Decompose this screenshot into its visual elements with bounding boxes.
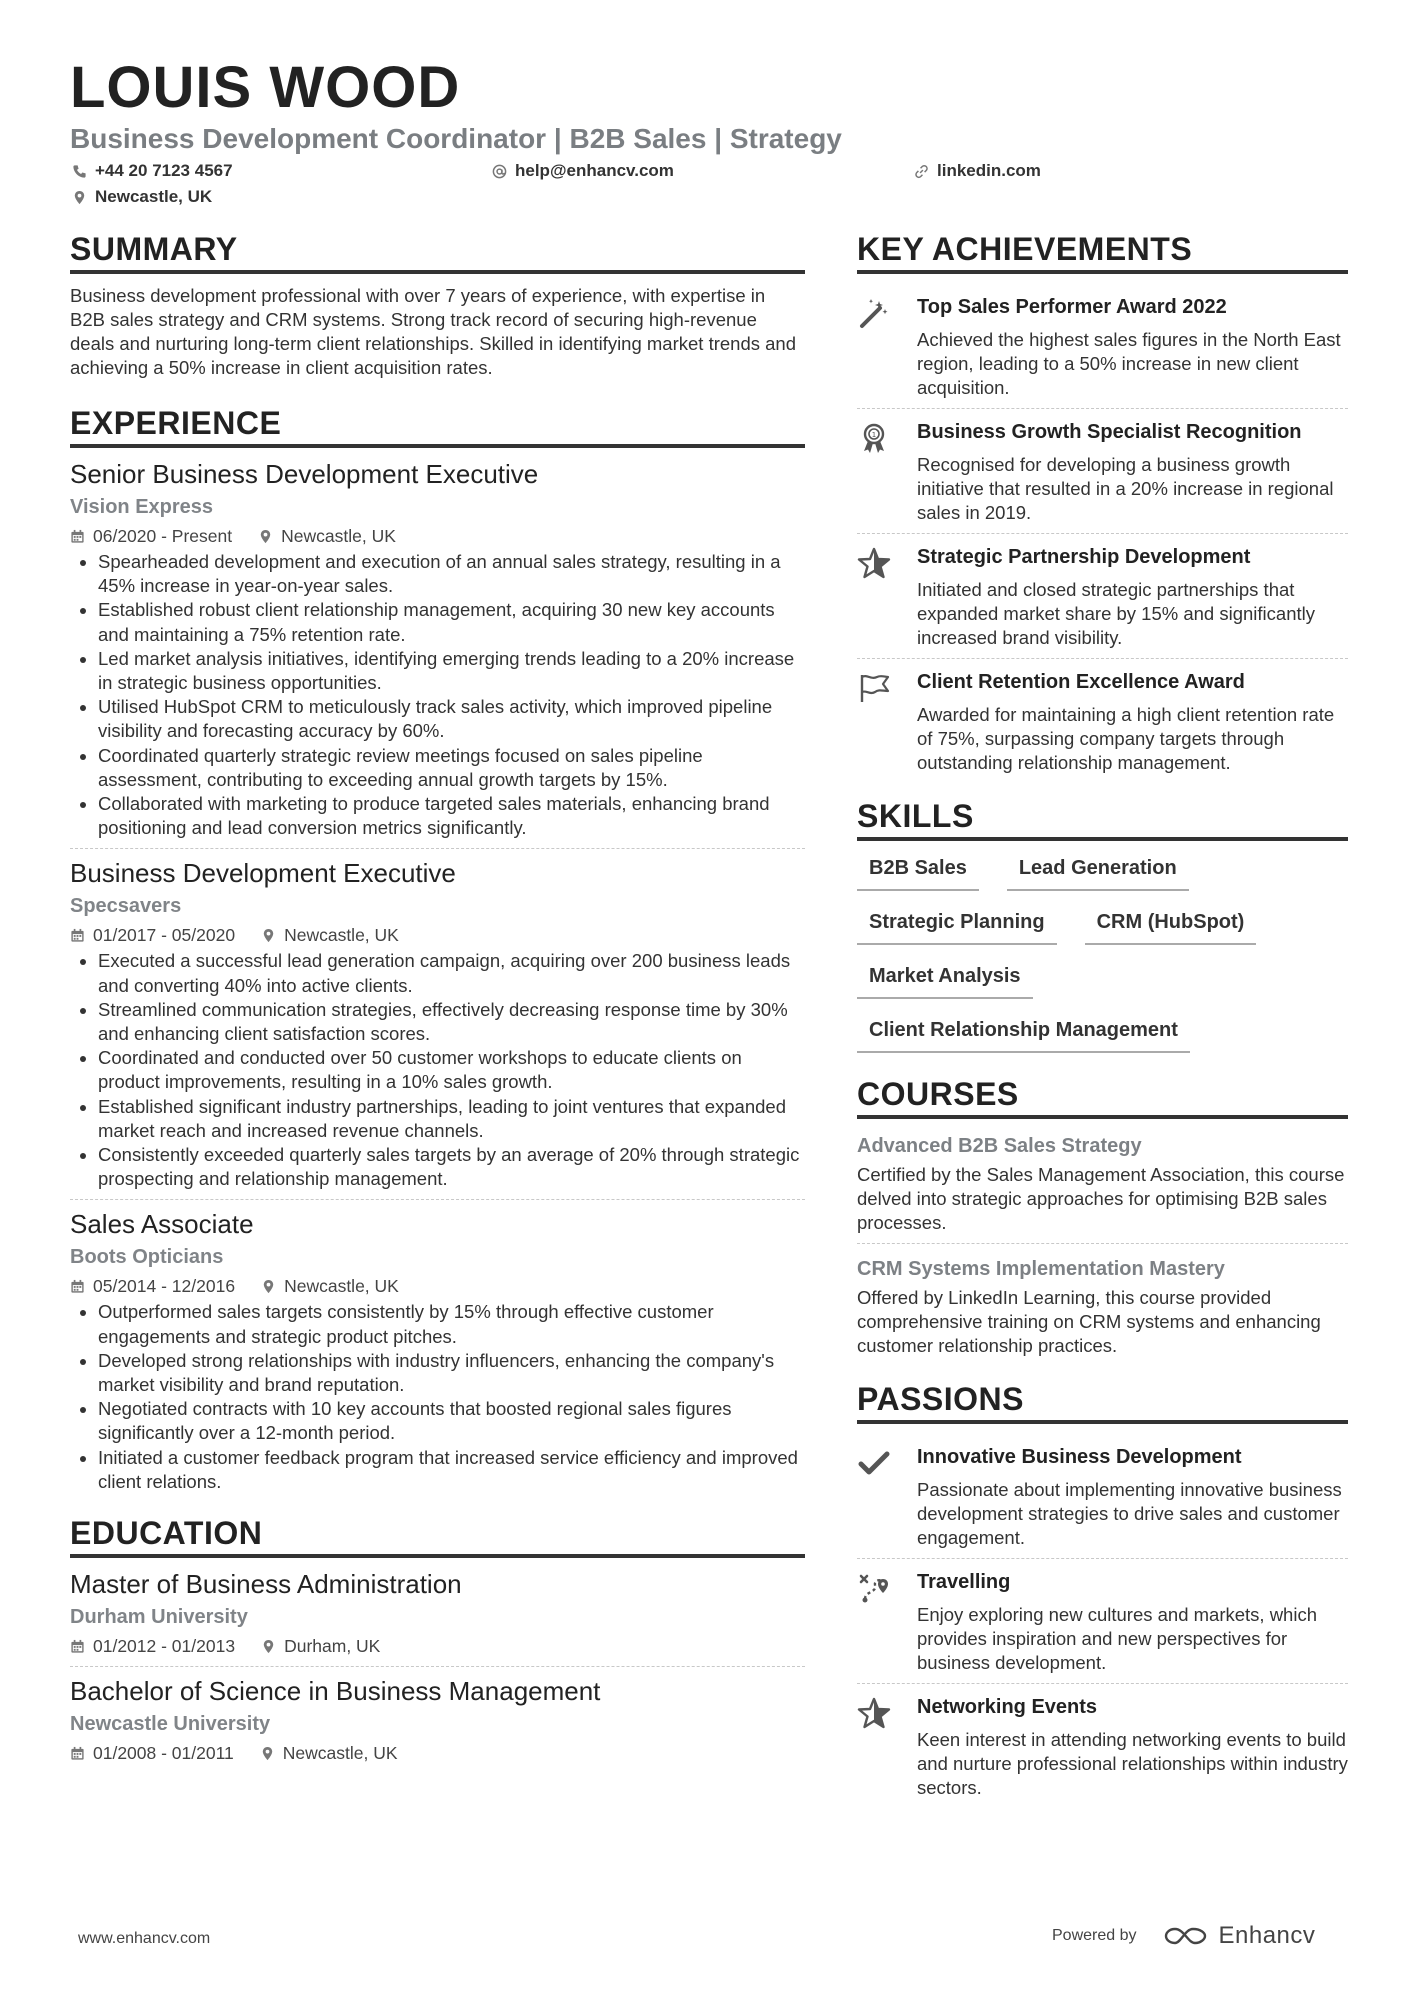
courses-section — [857, 1075, 1348, 1366]
job-bullets — [70, 1300, 805, 1494]
education-dates: 01/2012 - 01/2013 — [93, 1636, 236, 1657]
achievement-item — [857, 534, 1348, 659]
achievements-section — [857, 230, 1348, 783]
skills-list — [857, 851, 1348, 1053]
education-location: Newcastle, UK — [282, 1743, 398, 1764]
contact-phone[interactable] — [72, 160, 233, 182]
phone-icon — [72, 164, 87, 179]
course-desc: Certified by the Sales Management Association, this course delved into strategic approaches for optimising B2B sales processes. — [857, 1164, 1345, 1233]
education-meta — [70, 1634, 805, 1658]
passion-desc: Enjoy exploring new cultures and markets, which provides inspiration and new perspectives for business development. — [917, 1604, 1317, 1673]
achievement-item — [857, 409, 1348, 534]
job-bullet: • Coordinated and conducted over 50 customer workshops to educate clients on product improvements, resulting in a 10% sales growth. — [98, 1046, 805, 1094]
footer-website[interactable]: www.enhancv.com — [78, 1930, 211, 1947]
medal-icon — [857, 421, 891, 455]
location-pin-icon — [261, 928, 276, 943]
job-bullet: • Executed a successful lead generation campaign, acquiring over 200 business leads and converting 40% into active clients. — [98, 949, 805, 997]
job-bullet: • Utilised HubSpot CRM to meticulously track sales activity, which improved pipeline visibility and forecasting accuracy by 60%. — [98, 695, 805, 743]
degree-title: Bachelor of Science in Business Management — [70, 1676, 601, 1707]
location-text: Newcastle, UK — [95, 187, 213, 206]
passions-heading: PASSIONS — [857, 1380, 1348, 1424]
skill-tag: Lead Generation — [1007, 851, 1189, 891]
achievements-heading: KEY ACHIEVEMENTS — [857, 230, 1348, 274]
job-bullet: • Collaborated with marketing to produce targeted sales materials, enhancing brand positioning and lead conversion metrics significantly. — [98, 792, 805, 840]
job-meta — [70, 923, 805, 947]
course-item — [857, 1252, 1348, 1366]
skill-tag: Strategic Planning — [857, 905, 1057, 945]
phone-text: +44 20 7123 4567 — [95, 161, 233, 180]
degree-title: Master of Business Administration — [70, 1569, 462, 1600]
job-meta — [70, 524, 805, 548]
left-column — [70, 230, 805, 1781]
calendar-icon — [70, 1279, 85, 1294]
job-bullet: • Negotiated contracts with 10 key accounts that boosted regional sales figures significantly over a 12-month period. — [98, 1397, 805, 1445]
skill-tag: CRM (HubSpot) — [1085, 905, 1257, 945]
flag-icon — [857, 671, 891, 705]
skills-section — [857, 797, 1348, 1053]
candidate-name: LOUIS WOOD — [70, 55, 461, 120]
job-entry — [70, 458, 805, 849]
job-bullet: • Spearheaded development and execution of an annual sales strategy, resulting in a 45% increase in year-on-year sales. — [98, 550, 805, 598]
location-pin-icon — [260, 1746, 275, 1761]
location-pin-icon — [72, 190, 87, 205]
education-meta — [70, 1741, 805, 1765]
job-entry — [70, 857, 805, 1200]
education-dates: 01/2008 - 01/2011 — [93, 1743, 234, 1764]
enhancv-logo-icon — [1163, 1924, 1209, 1948]
job-bullet: • Established significant industry partnerships, leading to joint ventures that expanded market reach and increased revenue channels. — [98, 1095, 805, 1143]
job-company: Boots Opticians — [70, 1246, 224, 1269]
calendar-icon — [70, 529, 85, 544]
course-title: CRM Systems Implementation Mastery — [857, 1258, 1225, 1280]
job-company: Specsavers — [70, 895, 182, 918]
school-name: Newcastle University — [70, 1713, 271, 1736]
achievement-desc: Achieved the highest sales figures in the North East region, leading to a 50% increase in new client acquisition. — [917, 329, 1341, 398]
job-dates: 01/2017 - 05/2020 — [93, 925, 236, 946]
job-title: Sales Associate — [70, 1209, 254, 1240]
route-icon — [857, 1571, 891, 1605]
job-location: Newcastle, UK — [284, 1276, 399, 1297]
passion-item — [857, 1559, 1348, 1684]
job-bullet: • Consistently exceeded quarterly sales targets by an average of 20% through strategic prospecting and relationship management. — [98, 1143, 805, 1191]
job-location: Newcastle, UK — [284, 925, 399, 946]
contact-location — [72, 186, 212, 208]
passion-title: Innovative Business Development — [917, 1446, 1242, 1468]
passion-item — [857, 1684, 1348, 1808]
contact-linkedin[interactable] — [914, 160, 1041, 182]
education-section — [70, 1514, 805, 1773]
skills-heading: SKILLS — [857, 797, 1348, 841]
job-bullet: • Initiated a customer feedback program that increased service efficiency and improved client relations. — [98, 1446, 805, 1494]
job-meta — [70, 1274, 805, 1298]
job-dates: 05/2014 - 12/2016 — [93, 1276, 236, 1297]
contact-email[interactable] — [492, 160, 674, 182]
course-item — [857, 1129, 1348, 1244]
achievement-title: Strategic Partnership Development — [917, 546, 1251, 568]
star-icon — [857, 1696, 891, 1730]
education-entry — [70, 1675, 805, 1773]
achievement-desc: Recognised for developing a business growth initiative that resulted in a 20% increase in regional sales in 2019. — [917, 454, 1334, 523]
experience-heading: EXPERIENCE — [70, 404, 805, 448]
passions-section — [857, 1380, 1348, 1808]
location-pin-icon — [258, 529, 273, 544]
summary-text: Business development professional with over 7 years of experience, with expertise in B2B sales strategy and CRM systems. Strong track record of securing high-revenue deals and nurturing long-term client relationships. Skilled in identifying market trends and achieving a 50% increase in client acquisition rates. — [70, 285, 796, 378]
job-dates: 06/2020 - Present — [93, 526, 233, 546]
job-bullets — [70, 949, 805, 1191]
achievement-item — [857, 284, 1348, 409]
passion-item — [857, 1434, 1348, 1559]
job-bullet: • Developed strong relationships with industry influencers, enhancing the company's market visibility and brand reputation. — [98, 1349, 805, 1397]
education-heading: EDUCATION — [70, 1514, 805, 1558]
achievement-desc: Awarded for maintaining a high client retention rate of 75%, surpassing company targets through outstanding relationship management. — [917, 704, 1335, 773]
courses-heading: COURSES — [857, 1075, 1348, 1119]
link-icon — [914, 164, 929, 179]
education-entry — [70, 1568, 805, 1667]
achievement-item — [857, 659, 1348, 783]
education-location: Durham, UK — [284, 1636, 381, 1657]
right-column — [857, 230, 1348, 1808]
star-icon — [857, 546, 891, 580]
achievement-title: Client Retention Excellence Award — [917, 671, 1245, 693]
summary-heading: SUMMARY — [70, 230, 805, 274]
summary-section — [70, 230, 805, 380]
skill-tag: B2B Sales — [857, 851, 979, 891]
job-entry — [70, 1208, 805, 1502]
location-pin-icon — [261, 1639, 276, 1654]
powered-by-text: Powered by — [1052, 1927, 1137, 1944]
brand-logo[interactable] — [1163, 1922, 1316, 1950]
candidate-title: Business Development Coordinator | B2B Sales | Strategy — [70, 123, 842, 154]
magic-wand-icon — [857, 296, 891, 330]
brand-name: Enhancv — [1218, 1922, 1316, 1949]
job-bullet: • Established robust client relationship management, acquiring 30 new key accounts and maintaining a 75% retention rate. — [98, 598, 805, 646]
footer-powered-by — [1052, 1922, 1315, 1950]
job-company: Vision Express — [70, 496, 214, 518]
calendar-icon — [70, 1639, 85, 1654]
job-location: Newcastle, UK — [281, 526, 396, 546]
achievement-desc: Initiated and closed strategic partnerships that expanded market share by 15% and significantly increased brand visibility. — [917, 579, 1315, 648]
job-bullet: • Coordinated quarterly strategic review meetings focused on sales pipeline assessment, contributing to exceeding annual growth targets by 15%. — [98, 744, 805, 792]
passion-desc: Passionate about implementing innovative business development strategies to drive sales and customer engagement. — [917, 1479, 1342, 1548]
course-desc: Offered by LinkedIn Learning, this course provided comprehensive training on CRM systems and enhancing customer relationship practices. — [857, 1287, 1321, 1356]
course-title: Advanced B2B Sales Strategy — [857, 1135, 1142, 1157]
skill-tag: Client Relationship Management — [857, 1013, 1190, 1053]
experience-section — [70, 404, 805, 1502]
passion-title: Networking Events — [917, 1696, 1098, 1718]
svg-text:1: 1 — [871, 431, 877, 439]
school-name: Durham University — [70, 1606, 248, 1629]
linkedin-text: linkedin.com — [937, 161, 1041, 180]
skill-tag: Market Analysis — [857, 959, 1033, 999]
job-bullet: • Led market analysis initiatives, identifying emerging trends leading to a 20% increase in strategic business opportunities. — [98, 647, 805, 695]
location-pin-icon — [261, 1279, 276, 1294]
passion-desc: Keen interest in attending networking events to build and nurture professional relationships within industry sectors. — [917, 1729, 1348, 1798]
achievement-title: Business Growth Specialist Recognition — [917, 421, 1302, 443]
checkmark-icon — [857, 1446, 891, 1480]
calendar-icon — [70, 928, 85, 943]
calendar-icon — [70, 1746, 85, 1761]
job-title: Business Development Executive — [70, 858, 456, 889]
job-bullet: • Streamlined communication strategies, effectively decreasing response time by 30% and enhancing client satisfaction scores. — [98, 998, 805, 1046]
at-icon — [492, 164, 507, 179]
job-bullets — [70, 550, 805, 840]
job-bullet: • Outperformed sales targets consistently by 15% through effective customer engagements and strategic product pitches. — [98, 1300, 805, 1348]
achievement-title: Top Sales Performer Award 2022 — [917, 296, 1227, 318]
passion-title: Travelling — [917, 1571, 1011, 1593]
job-title: Senior Business Development Executive — [70, 459, 539, 489]
email-text: help@enhancv.com — [515, 161, 674, 180]
